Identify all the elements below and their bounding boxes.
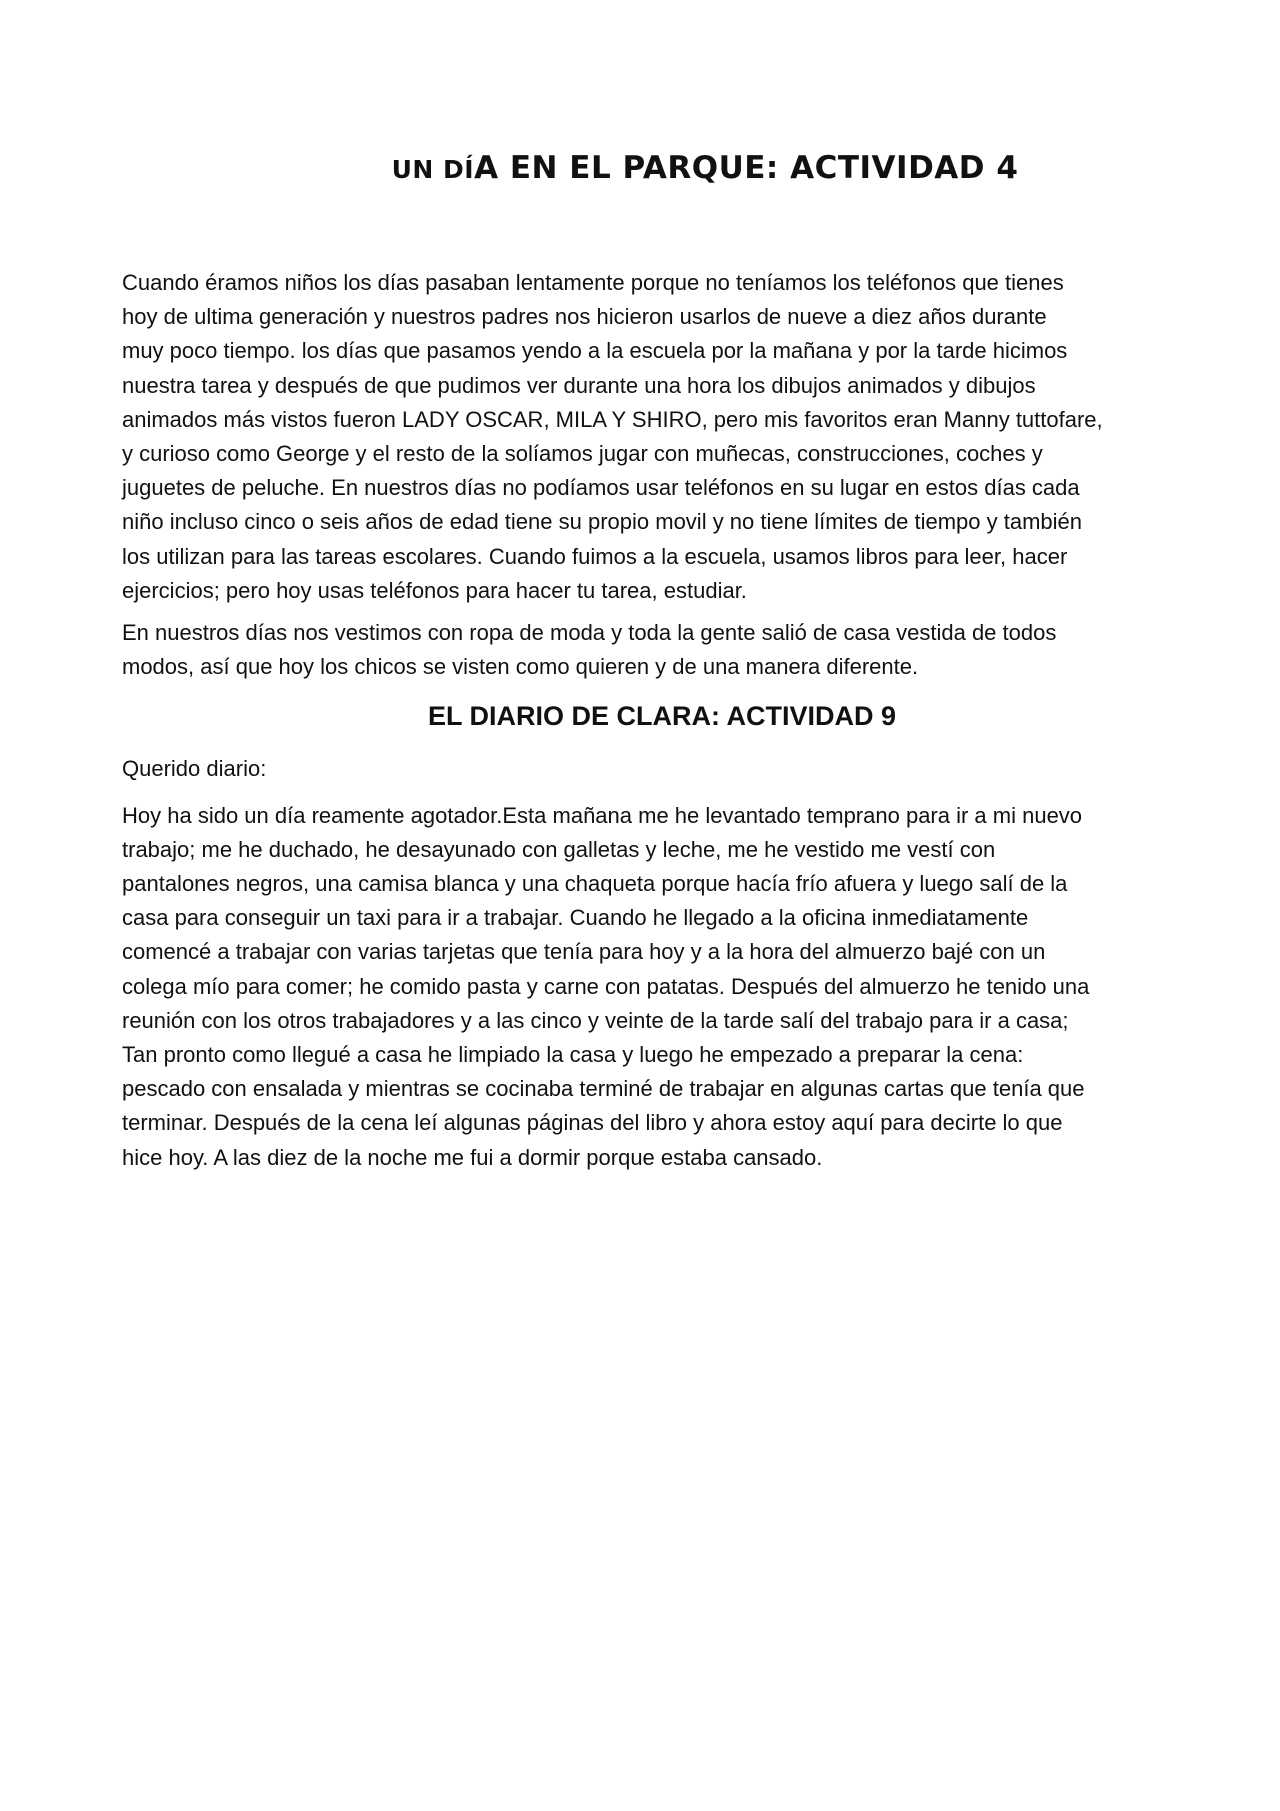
text-line: juguetes de peluche. En nuestros días no podíamos usar teléfonos en su lugar en estos días cada [122, 475, 1080, 501]
text-line: nuestra tarea y después de que pudimos ver durante una hora los dibujos animados y dibujos [122, 372, 1036, 398]
diary-body [122, 799, 1182, 1175]
text-line: reunión con los otros trabajadores y a las cinco y veinte de la tarde salí del trabajo para ir a casa; [122, 1007, 1069, 1033]
text-line: los utilizan para las tareas escolares. Cuando fuimos a la escuela, usamos libros para leer, hacer [122, 543, 1068, 569]
section1-paragraph-1 [122, 266, 1182, 608]
text-line: Cuando éramos niños los días pasaban lentamente porque no teníamos los teléfonos que tienes [122, 270, 1064, 295]
text-line: trabajo; me he duchado, he desayunado con galletas y leche, me he vestido me vestí con [122, 836, 996, 862]
text-line: hoy de ultima generación y nuestros padres nos hicieron usarlos de nueve a diez años durante [122, 304, 1047, 330]
section1-title-small: UN DÍ [391, 155, 475, 184]
text-line: terminar. Después de la cena leí algunas páginas del libro y ahora estoy aquí para decirte lo que [122, 1110, 1063, 1136]
section1-title-large: A EN EL PARQUE: ACTIVIDAD 4 [474, 150, 1019, 186]
text-line: animados más vistos fueron LADY OSCAR, MILA Y SHIRO, pero mis favoritos eran Manny tuttofare, [122, 406, 1103, 432]
diary-salutation: Querido diario: [122, 756, 267, 782]
text-line: comencé a trabajar con varias tarjetas que tenía para hoy y a la hora del almuerzo bajé con un [122, 939, 1046, 965]
text-line: modos, así que hoy los chicos se visten como quieren y de una manera diferente. [122, 654, 919, 680]
text-line: hice hoy. A las diez de la noche me fui a dormir porque estaba cansado. [122, 1144, 823, 1170]
text-line: niño incluso cinco o seis años de edad tiene su propio movil y no tiene límites de tiempo y también [122, 509, 1082, 535]
section1-title [0, 150, 1280, 186]
text-line: pantalones negros, una camisa blanca y una chaqueta porque hacía frío afuera y luego salí de la [122, 871, 1068, 897]
text-line: En nuestros días nos vestimos con ropa de moda y toda la gente salió de casa vestida de todos [122, 620, 1057, 646]
text-line: muy poco tiempo. los días que pasamos yendo a la escuela por la mañana y por la tarde hicimos [122, 338, 1068, 364]
text-line: ejercicios; pero hoy usas teléfonos para hacer tu tarea, estudiar. [122, 577, 747, 603]
document-content [122, 266, 1182, 1175]
section2-title: EL DIARIO DE CLARA: ACTIVIDAD 9 [427, 701, 897, 732]
text-line: casa para conseguir un taxi para ir a trabajar. Cuando he llegado a la oficina inmediatamente [122, 905, 1029, 931]
text-line: pescado con ensalada y mientras se cocinaba terminé de trabajar en algunas cartas que tenía que [122, 1076, 1085, 1102]
text-line: colega mío para comer; he comido pasta y carne con patatas. Después del almuerzo he tenido una [122, 973, 1090, 999]
text-line: Tan pronto como llegué a casa he limpiado la casa y luego he empezado a preparar la cena: [122, 1042, 1024, 1068]
section1-paragraph-2 [122, 616, 1182, 684]
text-line: Hoy ha sido un día reamente agotador.Esta mañana me he levantado temprano para ir a mi nuevo [122, 802, 1083, 828]
text-line: y curioso como George y el resto de la solíamos jugar con muñecas, construcciones, coches y [122, 441, 1043, 467]
